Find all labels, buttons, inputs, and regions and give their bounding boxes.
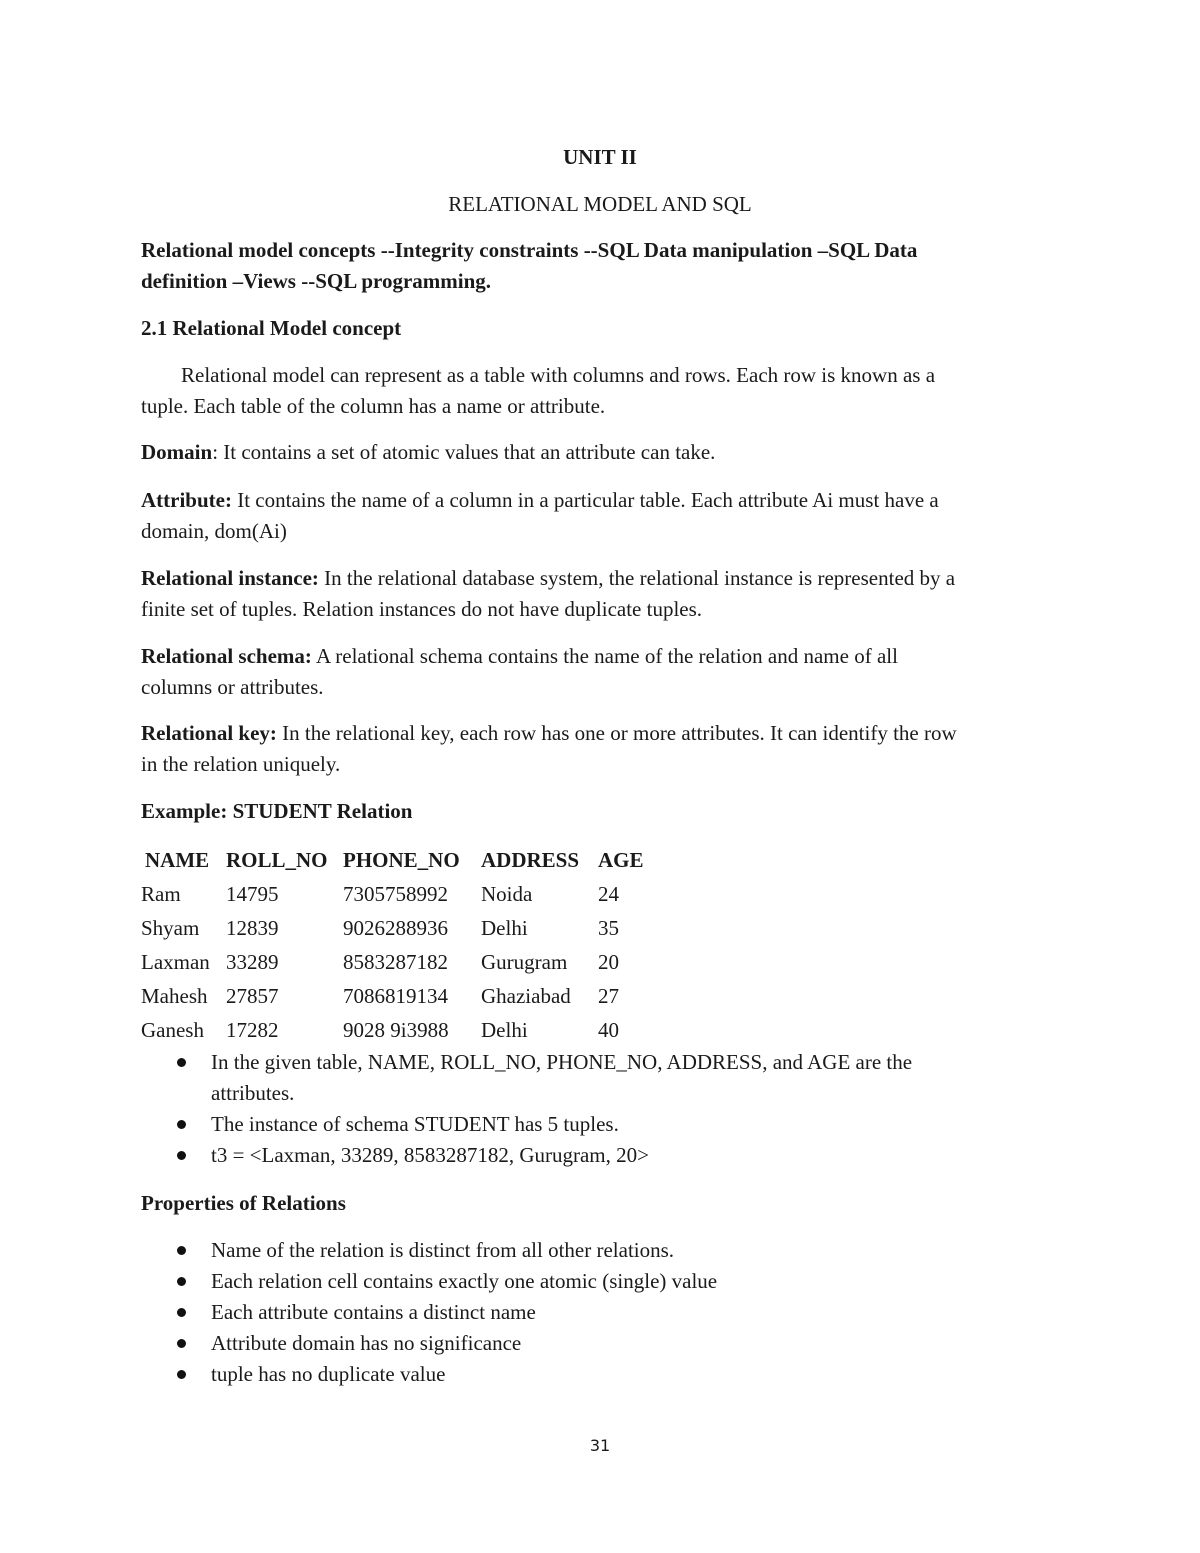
instance-definition xyxy=(141,566,955,591)
schema-text-2: columns or attributes. xyxy=(141,675,324,699)
instance-text: In the relational database system, the relational instance is represented by a xyxy=(318,566,956,590)
table-cell: 14795 xyxy=(226,882,279,906)
topics-line-2: definition –Views --SQL programming. xyxy=(141,269,492,293)
list-item: Name of the relation is distinct from all other relations. xyxy=(211,1238,675,1262)
bullet-icon xyxy=(177,1308,186,1317)
column-header: ROLL_NO xyxy=(226,848,328,872)
bullet-icon xyxy=(177,1058,186,1067)
list-item: Each relation cell contains exactly one atomic (single) value xyxy=(211,1269,718,1293)
list-item: tuple has no duplicate value xyxy=(211,1362,446,1386)
table-row xyxy=(0,950,1200,980)
table-cell: Ghaziabad xyxy=(481,984,571,1008)
domain-term: Domain xyxy=(141,440,213,464)
topics-line-1: Relational model concepts --Integrity constraints --SQL Data manipulation –SQL Data xyxy=(141,238,918,262)
table-row xyxy=(0,984,1200,1014)
properties-heading: Properties of Relations xyxy=(141,1191,346,1215)
list-item: Each attribute contains a distinct name xyxy=(211,1300,536,1324)
table-header-row xyxy=(0,848,1200,878)
bullet-icon xyxy=(177,1277,186,1286)
intro-line-2: tuple. Each table of the column has a name or attribute. xyxy=(141,394,606,418)
table-row xyxy=(0,1018,1200,1048)
section-heading: 2.1 Relational Model concept xyxy=(141,316,402,340)
domain-text: : It contains a set of atomic values that an attribute can take. xyxy=(212,440,716,464)
example-heading: Example: STUDENT Relation xyxy=(141,799,413,823)
key-definition xyxy=(141,721,957,746)
column-header: PHONE_NO xyxy=(343,848,460,872)
chapter-title: RELATIONAL MODEL AND SQL xyxy=(448,192,752,216)
instance-term: Relational instance: xyxy=(141,566,319,590)
table-cell: 27857 xyxy=(226,984,279,1008)
bullet-icon xyxy=(177,1246,186,1255)
table-cell: Delhi xyxy=(481,1018,528,1042)
list-item: t3 = <Laxman, 33289, 8583287182, Gurugram, 20> xyxy=(211,1143,649,1167)
bullet-icon xyxy=(177,1151,186,1160)
table-cell: Laxman xyxy=(141,950,210,974)
table-cell: 20 xyxy=(598,950,619,974)
table-cell: 8583287182 xyxy=(343,950,448,974)
table-cell: 24 xyxy=(598,882,619,906)
schema-definition xyxy=(141,644,898,669)
table-cell: 17282 xyxy=(226,1018,279,1042)
table-cell: Delhi xyxy=(481,916,528,940)
table-cell: 35 xyxy=(598,916,619,940)
table-cell: Shyam xyxy=(141,916,200,940)
table-cell: 9026288936 xyxy=(343,916,448,940)
instance-text-2: finite set of tuples. Relation instances do not have duplicate tuples. xyxy=(141,597,703,621)
list-item-continuation: attributes. xyxy=(211,1081,295,1105)
attribute-text-2: domain, dom(Ai) xyxy=(141,519,287,543)
intro-line-1: Relational model can represent as a table with columns and rows. Each row is known as a xyxy=(181,363,936,387)
page-number: 31 xyxy=(589,1436,611,1455)
key-text: In the relational key, each row has one or more attributes. It can identify the row xyxy=(276,721,957,745)
table-cell: Ram xyxy=(141,882,181,906)
list-item: Attribute domain has no significance xyxy=(211,1331,522,1355)
table-cell: Gurugram xyxy=(481,950,568,974)
key-text-2: in the relation uniquely. xyxy=(141,752,341,776)
table-cell: 9028 9i3988 xyxy=(343,1018,449,1042)
list-item: In the given table, NAME, ROLL_NO, PHONE_NO, ADDRESS, and AGE are the xyxy=(211,1050,913,1074)
bullet-icon xyxy=(177,1370,186,1379)
table-row xyxy=(0,882,1200,912)
column-header: NAME xyxy=(145,848,210,872)
table-cell: 7086819134 xyxy=(343,984,448,1008)
attribute-text: It contains the name of a column in a particular table. Each attribute Ai must have a xyxy=(231,488,939,512)
table-cell: Noida xyxy=(481,882,533,906)
key-term: Relational key: xyxy=(141,721,277,745)
schema-text: A relational schema contains the name of the relation and name of all xyxy=(311,644,898,668)
bullet-icon xyxy=(177,1120,186,1129)
attribute-definition xyxy=(141,488,939,513)
table-cell: 33289 xyxy=(226,950,279,974)
column-header: AGE xyxy=(598,848,644,872)
table-cell: 40 xyxy=(598,1018,619,1042)
table-cell: 7305758992 xyxy=(343,882,448,906)
unit-label: UNIT II xyxy=(563,145,637,169)
table-cell: 27 xyxy=(598,984,619,1008)
list-item: The instance of schema STUDENT has 5 tuples. xyxy=(211,1112,619,1136)
table-row xyxy=(0,916,1200,946)
table-cell: Ganesh xyxy=(141,1018,204,1042)
bullet-icon xyxy=(177,1339,186,1348)
schema-term: Relational schema: xyxy=(141,644,312,668)
table-cell: Mahesh xyxy=(141,984,208,1008)
table-cell: 12839 xyxy=(226,916,279,940)
attribute-term: Attribute: xyxy=(141,488,232,512)
column-header: ADDRESS xyxy=(481,848,580,872)
domain-definition xyxy=(141,440,715,465)
